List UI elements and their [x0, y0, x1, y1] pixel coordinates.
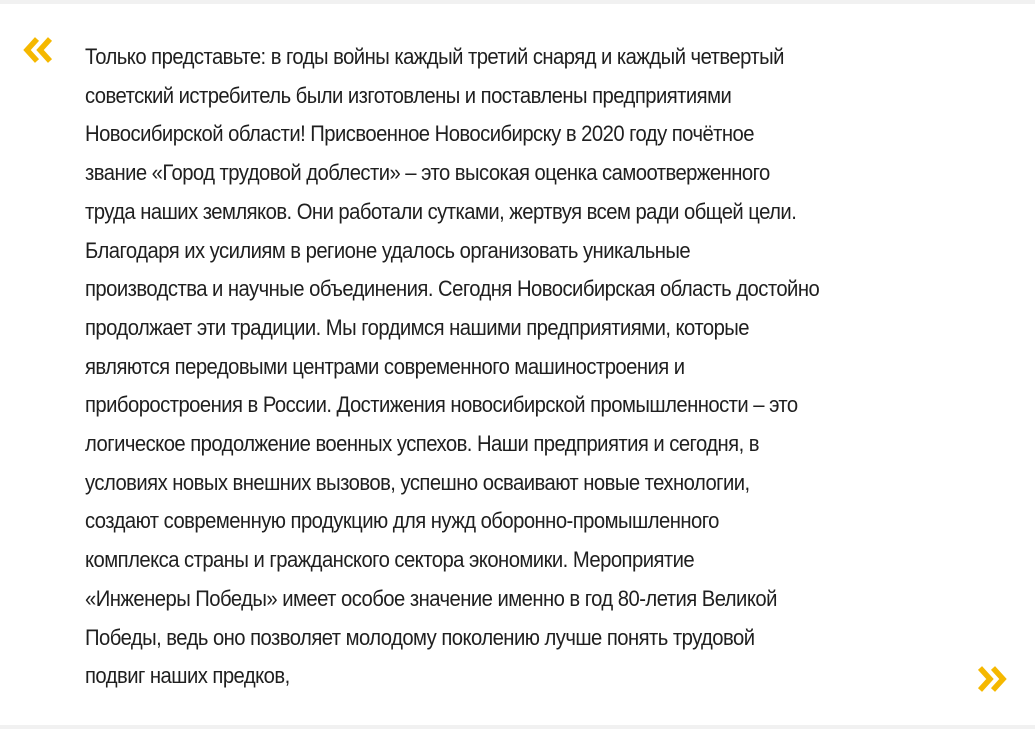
quote-text: [85, 38, 886, 696]
quote-line: звание «Город трудовой доблести» – это высокая оценка самоотверженного: [85, 160, 770, 186]
quote-line: условиях новых внешних вызовов, успешно осваивают новые технологии,: [85, 469, 750, 495]
quote-line: создают современную продукцию для нужд оборонно-промышленного: [85, 508, 719, 534]
quote-line: «Инженеры Победы» имеет особое значение именно в год 80-летия Великой: [85, 585, 777, 611]
quote-line: советский истребитель были изготовлены и поставлены предприятиями: [85, 82, 732, 108]
quote-line: Только представьте: в годы войны каждый третий снаряд и каждый четвертый: [85, 44, 784, 69]
quote-line: Победы, ведь оно позволяет молодому поколению лучше понять трудовой: [85, 624, 755, 650]
double-chevron-right-icon: [974, 664, 1008, 694]
quote-line: производства и научные объединения. Сегодня Новосибирская область достойно: [85, 276, 820, 302]
quote-line: являются передовыми центрами современного машиностроения и: [85, 353, 685, 379]
quote-line: труда наших земляков. Они работали сутками, жертвуя всем ради общей цели.: [85, 198, 797, 224]
quote-line: приборостроения в России. Достижения новосибирской промышленности – это: [85, 392, 798, 418]
quote-line: логическое продолжение военных успехов. Наши предприятия и сегодня, в: [85, 431, 759, 457]
quote-line: Благодаря их усилиям в регионе удалось организовать уникальные: [85, 237, 691, 263]
quote-line: комплекса страны и гражданского сектора экономики. Мероприятие: [85, 547, 695, 573]
quote-line: Новосибирской области! Присвоенное Новосибирску в 2020 году почётное: [85, 121, 755, 147]
double-chevron-left-icon: [22, 35, 56, 65]
quote-line: продолжает эти традиции. Мы гордимся нашими предприятиями, которые: [85, 314, 750, 340]
quote-line: подвиг наших предков,: [85, 663, 290, 689]
